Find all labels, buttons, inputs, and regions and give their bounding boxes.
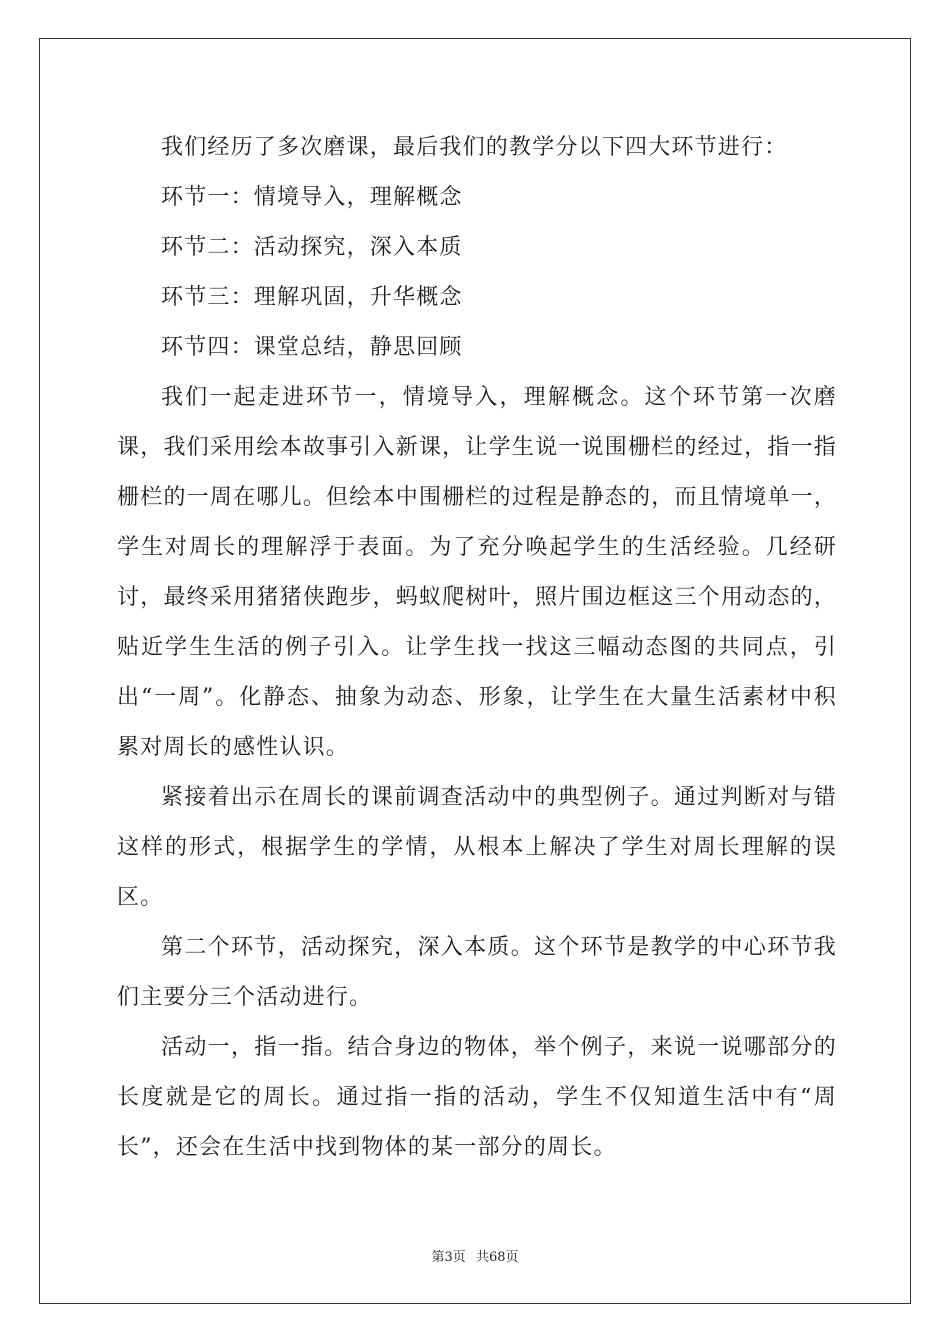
paragraph: 我们一起走进环节一，情境导入，理解概念。这个环节第一次磨课，我们采用绘本故事引入新课，让学生说一说围栅栏的经过，指一指栅栏的一周在哪儿。但绘本中围栅栏的过程是静态的，而且情境单一，学生对周长的理解浮于表面。为了充分唤起学生的生活经验。几经研讨，最终采用猪猪侠跑步，蚂蚁爬树叶，照片围边框这三个用动态的，贴近学生生活的例子引入。让学生找一找这三幅动态图的共同点，引出“一周”。化静态、抽象为动态、形象，让学生在大量生活素材中积累对周长的感性认识。 bbox=[117, 385, 837, 760]
paragraph: 第二个环节，活动探究，深入本质。这个环节是教学的中心环节我们主要分三个活动进行。 bbox=[117, 935, 837, 1010]
paragraph: 我们经历了多次磨课，最后我们的教学分以下四大环节进行： bbox=[161, 135, 788, 160]
paragraph: 环节二：活动探究，深入本质 bbox=[161, 235, 463, 260]
page-total: 共68页 bbox=[475, 1250, 519, 1265]
page-footer bbox=[0, 1246, 950, 1265]
document-body bbox=[117, 123, 837, 1173]
page-number: 第3页 bbox=[431, 1250, 466, 1265]
paragraph: 环节一：情境导入，理解概念 bbox=[161, 185, 463, 210]
paragraph: 环节四：课堂总结，静思回顾 bbox=[161, 335, 463, 360]
paragraph: 活动一，指一指。结合身边的物体，举个例子，来说一说哪部分的长度就是它的周长。通过指一指的活动，学生不仅知道生活中有“周长”，还会在生活中找到物体的某一部分的周长。 bbox=[117, 1035, 837, 1160]
paragraph: 紧接着出示在周长的课前调查活动中的典型例子。通过判断对与错这样的形式，根据学生的学情，从根本上解决了学生对周长理解的误区。 bbox=[117, 785, 837, 910]
paragraph: 环节三：理解巩固，升华概念 bbox=[161, 285, 463, 310]
